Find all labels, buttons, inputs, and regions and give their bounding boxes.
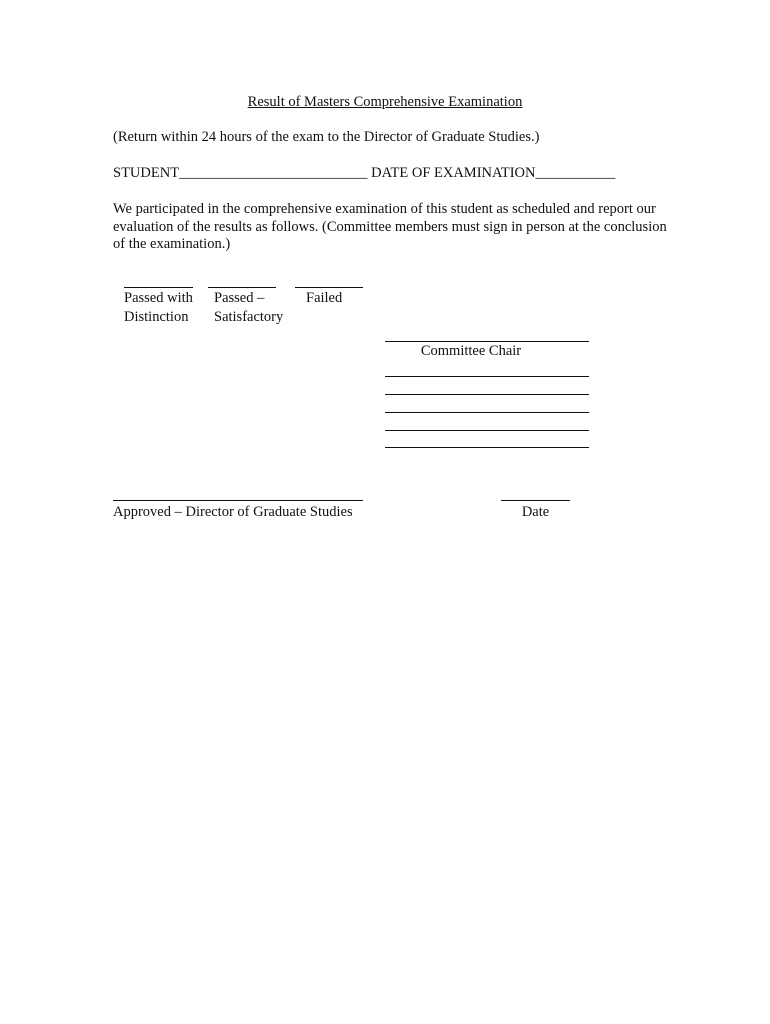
option-label-line1: Passed – [214, 290, 265, 306]
return-instructions: (Return within 24 hours of the exam to the Director of Graduate Studies.) [113, 129, 540, 145]
student-date-fields[interactable]: STUDENT__________________________ DATE OF EXAMINATION___________ [113, 165, 616, 181]
option-label-line1: Passed with [124, 290, 193, 306]
option-label-line1: Failed [306, 290, 343, 306]
option-passed-with-distinction [124, 289, 193, 327]
form-title: Result of Masters Comprehensive Examination [247, 94, 523, 110]
option-label-line2: Distinction [124, 309, 189, 325]
option-failed [306, 289, 342, 308]
committee-member-signature-line[interactable] [385, 412, 589, 413]
dgs-approval-label: Approved – Director of Graduate Studies [113, 504, 353, 520]
failed-checkbox-line[interactable] [295, 287, 363, 288]
distinction-checkbox-line[interactable] [124, 287, 193, 288]
committee-member-signature-line[interactable] [385, 376, 589, 377]
approval-date-label: Date [521, 504, 550, 520]
approval-date-line[interactable] [501, 500, 570, 501]
evaluation-statement: We participated in the comprehensive examination of this student as scheduled and report our evaluation of the results as follows. (Committee members must sign in person at the conclusion of the examination.) [113, 201, 667, 252]
option-label-line2: Satisfactory [214, 309, 284, 325]
committee-chair-signature-line[interactable] [385, 341, 589, 342]
committee-member-signature-line[interactable] [385, 394, 589, 395]
option-passed-satisfactory [214, 289, 283, 327]
committee-member-signature-line[interactable] [385, 447, 589, 448]
committee-member-signature-line[interactable] [385, 430, 589, 431]
satisfactory-checkbox-line[interactable] [208, 287, 276, 288]
dgs-approval-signature-line[interactable] [113, 500, 363, 501]
committee-chair-label: Committee Chair [420, 343, 522, 359]
